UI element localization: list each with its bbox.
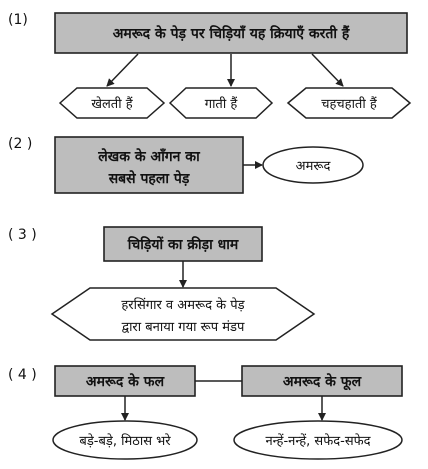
section-4-right-box-text: अमरूद के फूल [282, 374, 362, 390]
section-3-item-text-line1: हरसिंगार व अमरूद के पेड़ [121, 298, 245, 313]
section-2-main-text-line1: लेखक के आँगन का [98, 149, 200, 165]
section-3-number: ( 3 ) [8, 227, 37, 243]
section-3-main-text: चिड़ियों का क्रीड़ा धाम [127, 237, 239, 253]
section-3-item-text-line2: द्वारा बनाया गया रूप मंडप [121, 320, 245, 335]
section-2-number: (2 ) [8, 136, 33, 152]
section-1-number: (1) [8, 12, 28, 28]
section-1-arrow-1 [107, 54, 138, 86]
section-4-right-item-text: नन्हें-नन्हें, सफेद-सफेद [265, 434, 371, 449]
section-1-item-1-text: खेलती हैं [91, 97, 133, 112]
section-4-left-box-text: अमरूद के फल [85, 374, 165, 390]
section-4-number: ( 4 ) [8, 367, 37, 383]
section-1-item-3-text: चहचहाती हैं [321, 97, 377, 112]
section-2-item-text: अमरूद [295, 159, 331, 174]
section-1-main-text: अमरूद के पेड़ पर चिड़ियाँ यह क्रियाएँ करती हैं [112, 26, 350, 42]
section-1-arrow-3 [312, 54, 343, 86]
section-1-item-2-text: गाती हैं [204, 97, 238, 112]
section-2-main-text-line2: सबसे पहला पेड़ [108, 171, 190, 187]
section-4-left-item-text: बड़े-बड़े, मिठास भरे [79, 434, 171, 449]
